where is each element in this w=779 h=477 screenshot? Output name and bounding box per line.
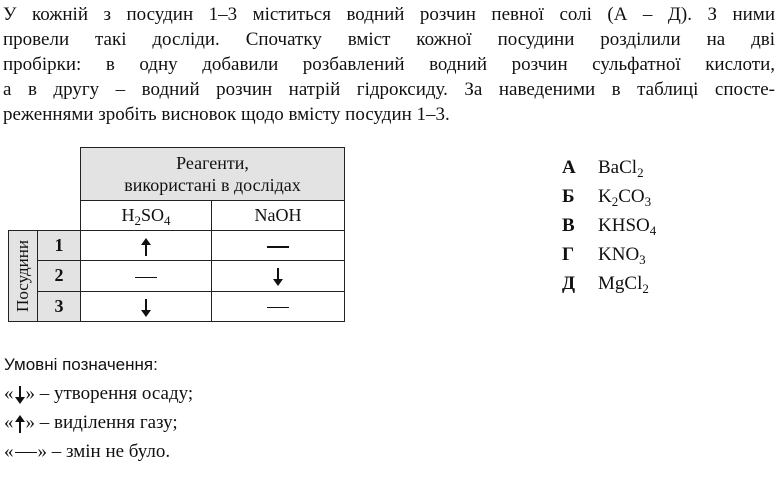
- row-number: 3: [38, 291, 81, 321]
- result-cell: [212, 231, 345, 261]
- legend: [4, 355, 193, 462]
- result-cell: [81, 261, 212, 291]
- gas-up-arrow-icon: [15, 415, 25, 433]
- question-text: [3, 2, 775, 127]
- legend-no-change: « » – змін не було.: [4, 441, 171, 462]
- precipitate-down-arrow-icon: [15, 386, 25, 404]
- no-change-dash-icon: [135, 277, 157, 279]
- option-formula: $K_2CO_3$: [598, 186, 652, 209]
- result-cell: [212, 261, 345, 291]
- question-line: провели такі досліди. Спочатку вміст кожної посудини розділили на дві: [3, 29, 775, 50]
- option-h: [562, 244, 712, 273]
- answer-options: [562, 157, 712, 302]
- result-cell: [81, 291, 212, 321]
- option-d: [562, 273, 712, 302]
- option-a: [562, 157, 712, 186]
- option-letter: Г: [562, 244, 575, 265]
- option-formula: $KNO_3$: [598, 244, 646, 267]
- column-header-naoh: NaOH: [212, 201, 345, 231]
- question-line: а в другу – водний розчин натрій гідроксиду. За наведеними в таблиці спосте-: [3, 79, 775, 100]
- question-line: пробірки: в одну добавили розбавлений водний розчин сульфатної кислоти,: [3, 54, 775, 75]
- experiment-table: [8, 147, 345, 322]
- option-letter: А: [562, 157, 576, 178]
- table-row: [9, 231, 345, 261]
- option-formula: MgCl$_2$: [598, 273, 649, 296]
- row-number: 2: [38, 261, 81, 291]
- option-letter: Б: [562, 186, 575, 207]
- reagents-header: Реагенти, використані в дослідах: [81, 148, 345, 201]
- precipitate-down-arrow-icon: [141, 299, 151, 317]
- result-cell: [81, 231, 212, 261]
- result-cell: [212, 291, 345, 321]
- legend-precipitate: « » – утворення осаду;: [4, 383, 194, 404]
- gas-up-arrow-icon: [141, 238, 151, 256]
- option-letter: В: [562, 215, 575, 236]
- option-b: [562, 186, 712, 215]
- row-number: 1: [38, 231, 81, 261]
- vessels-header: Посудини: [9, 231, 38, 322]
- column-header-h2so4: $H_2SO_4$: [81, 201, 212, 231]
- question-line: У кожній з посудин 1–3 міститься водний розчин певної солі (А – Д). З ними: [3, 4, 775, 25]
- option-v: [562, 215, 712, 244]
- table-row: [9, 261, 345, 291]
- option-formula: BaCl$_2$: [598, 157, 644, 180]
- precipitate-down-arrow-icon: [273, 268, 283, 286]
- option-formula: $KHSO_4$: [598, 215, 657, 238]
- no-change-dash-icon: [267, 307, 289, 309]
- question-line: реженнями зробіть висновок щодо вмісту посудин 1–3.: [3, 104, 450, 125]
- no-change-dash-icon: [267, 246, 289, 248]
- legend-gas: « » – виділення газу;: [4, 412, 178, 433]
- legend-title: Умовні позначення:: [4, 355, 158, 374]
- no-change-dash-icon: [15, 452, 37, 454]
- option-letter: Д: [562, 273, 576, 294]
- table-row: [9, 291, 345, 321]
